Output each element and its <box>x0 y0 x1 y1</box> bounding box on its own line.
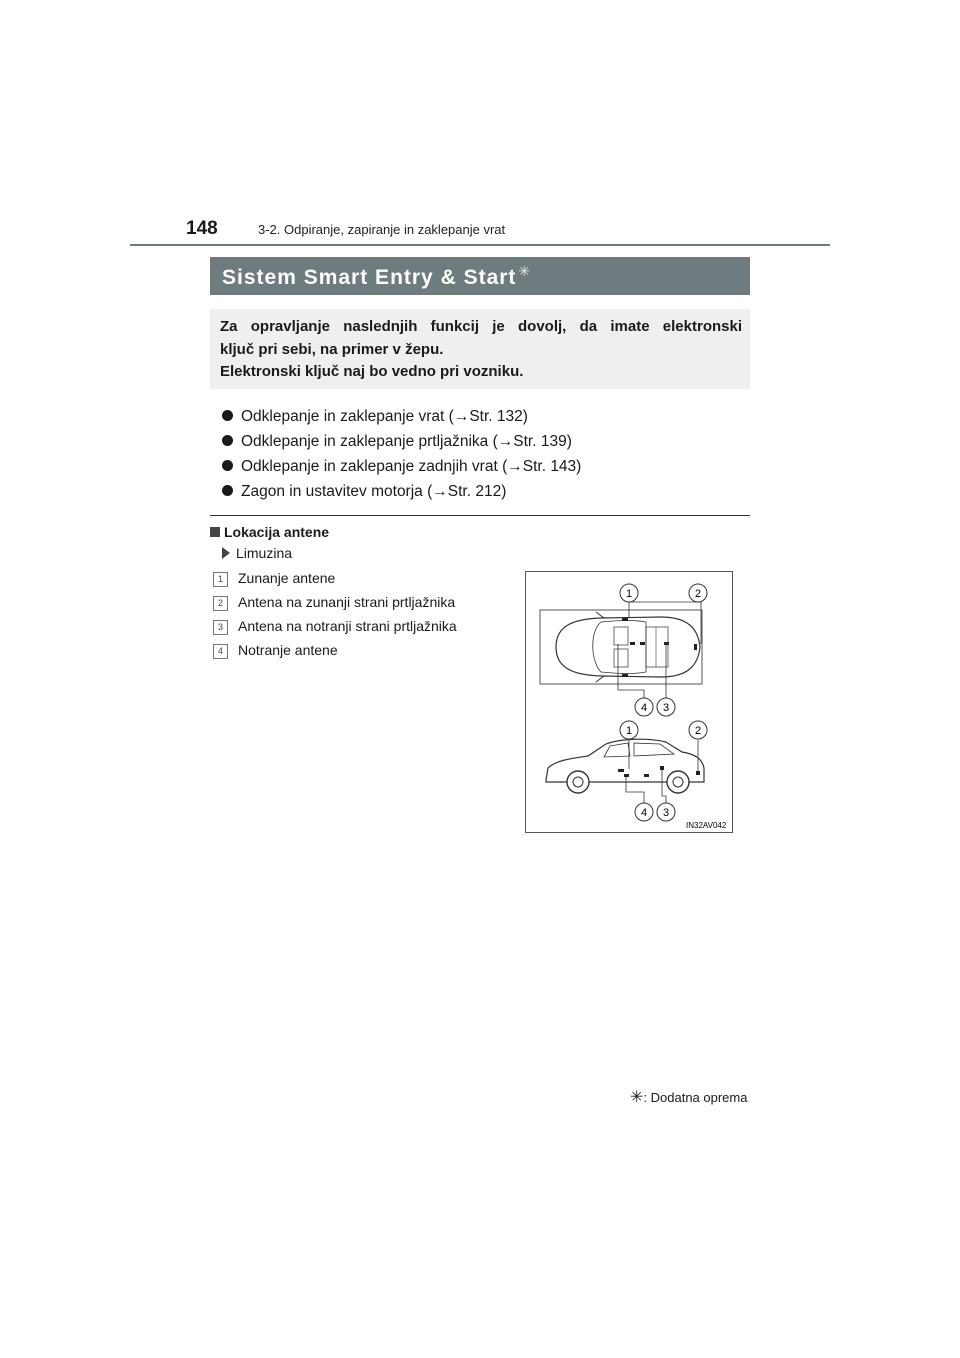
callout-3-side <box>657 803 675 821</box>
svg-text:3: 3 <box>662 702 670 714</box>
header-rule <box>130 244 830 246</box>
arrow-icon: → <box>497 433 514 450</box>
page-title-text: Sistem Smart Entry & Start <box>222 266 517 289</box>
list-item <box>222 454 581 479</box>
callout-4-top <box>635 698 653 716</box>
list-item-text: Odklepanje in zaklepanje zadnjih vrat ( <box>241 458 508 475</box>
legend-item <box>213 591 457 615</box>
arrow-icon: → <box>432 483 448 500</box>
sub-heading <box>222 545 292 561</box>
svg-text:3: 3 <box>662 807 670 819</box>
svg-text:4: 4 <box>640 807 648 819</box>
callout-2-top <box>689 584 707 602</box>
number-badge: 2 <box>213 596 228 611</box>
intro-line-3: Elektronski ključ naj bo vedno pri vozniku. <box>220 363 524 380</box>
legend-item <box>213 615 457 639</box>
page-reference-link[interactable]: Str. 143) <box>522 458 582 475</box>
asterisk-icon: ✳ <box>630 1089 644 1106</box>
callout-2-side <box>689 721 707 739</box>
list-item-text: Odklepanje in zaklepanje vrat ( <box>241 408 454 425</box>
mirror-right <box>596 676 604 682</box>
page-reference-link[interactable]: Str. 132) <box>469 408 528 425</box>
car-top-view <box>556 617 700 677</box>
figure-code: IN32AV042 <box>686 821 727 830</box>
list-item <box>222 479 581 504</box>
function-list <box>222 404 581 504</box>
bullet-icon <box>222 460 233 471</box>
legend-label: Antena na zunanji strani prtljažnika <box>238 594 456 610</box>
list-item <box>222 404 581 429</box>
callout-1-side <box>620 721 638 739</box>
svg-text:1: 1 <box>625 588 633 600</box>
legend-label: Notranje antene <box>238 642 338 658</box>
triangle-bullet-icon <box>222 547 230 559</box>
rear-wheel <box>667 771 689 793</box>
legend-label: Antena na notranji strani prtljažnika <box>238 618 457 634</box>
legend-item <box>213 567 457 591</box>
bullet-icon <box>222 485 233 496</box>
callout-1-top <box>620 584 638 602</box>
page-title <box>222 263 531 290</box>
svg-text:2: 2 <box>694 725 702 737</box>
number-badge: 3 <box>213 620 228 635</box>
page-reference-link[interactable]: Str. 212) <box>447 483 507 500</box>
section-heading <box>210 524 329 540</box>
car-diagram <box>526 572 732 832</box>
antenna-location-figure <box>525 571 733 833</box>
arrow-icon: → <box>453 408 470 425</box>
legend-label: Zunanje antene <box>238 570 336 586</box>
list-item-text: Zagon in ustavitev motorja ( <box>241 483 433 500</box>
arrow-icon: → <box>507 458 523 475</box>
footnote <box>630 1087 747 1107</box>
bullet-icon <box>222 410 233 421</box>
legend-item <box>213 639 457 663</box>
section-rule <box>210 515 750 516</box>
svg-text:4: 4 <box>640 702 648 714</box>
bullet-icon <box>222 435 233 446</box>
sub-heading-text: Limuzina <box>236 545 293 561</box>
antenna-legend <box>213 567 457 663</box>
page-number: 148 <box>186 218 218 239</box>
page-reference-link[interactable]: Str. 139) <box>513 433 572 450</box>
optional-equipment-marker: ✳ <box>518 263 532 279</box>
list-item-text: Odklepanje in zaklepanje prtljažnika ( <box>241 433 498 450</box>
intro-text <box>220 316 742 384</box>
mirror-left <box>596 612 604 618</box>
svg-text:2: 2 <box>694 588 702 600</box>
front-wheel <box>567 771 589 793</box>
list-item <box>222 429 581 454</box>
footnote-text: : Dodatna oprema <box>643 1090 748 1105</box>
section-heading-text: Lokacija antene <box>224 524 330 540</box>
intro-line-2: ključ pri sebi, na primer v žepu. <box>220 340 444 358</box>
intro-line-1: Za opravljanje naslednjih funkcij je dovolj, da imate elektronski <box>220 318 742 335</box>
square-bullet-icon <box>210 527 220 537</box>
svg-text:1: 1 <box>625 725 633 737</box>
number-badge: 4 <box>213 644 228 659</box>
number-badge: 1 <box>213 572 228 587</box>
callout-4-side <box>635 803 653 821</box>
running-header: 3-2. Odpiranje, zapiranje in zaklepanje vrat <box>258 222 506 237</box>
callout-3-top <box>657 698 675 716</box>
